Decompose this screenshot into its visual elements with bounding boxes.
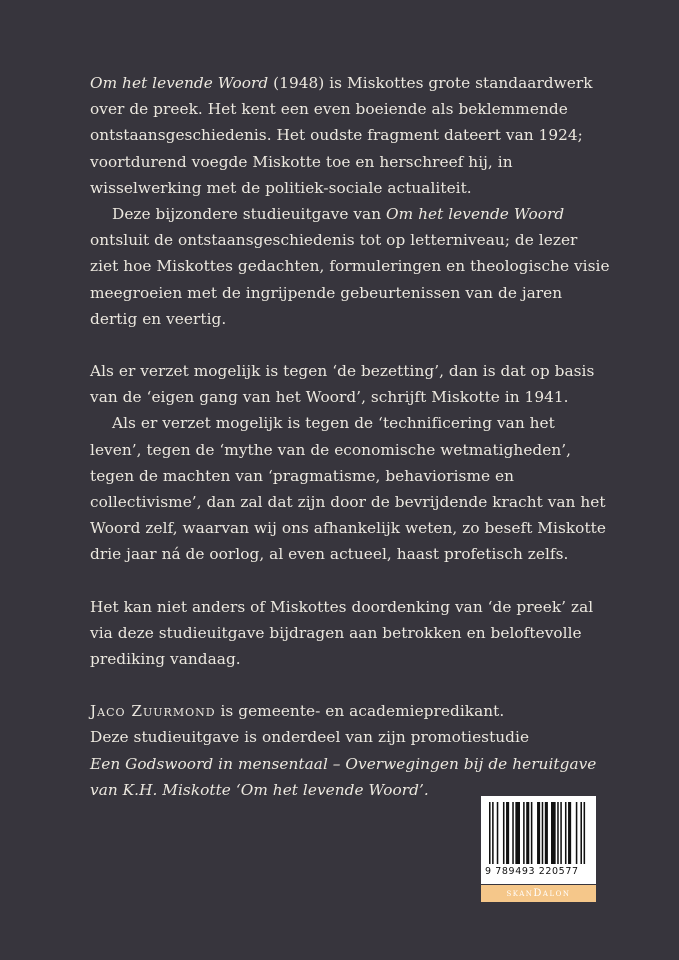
barcode-bar: [576, 802, 578, 864]
barcode-bar: [512, 802, 514, 864]
barcode-bar: [492, 802, 494, 864]
barcode-bar: [523, 802, 525, 864]
barcode-bar: [565, 802, 567, 864]
paragraph-4: Als er verzet mogelijk is tegen de ‘technificering van het leven’, tegen de ‘mythe van de economische wetmatigheden’, tegen de machten van ‘pragmatisme, behaviorisme en collectivisme’, dan zal dat zijn door de bevrijdende kracht van het Woord zelf, waarvan wij ons afhankelijk weten, zo beseft Miskotte drie jaar ná de oorlog, al even actueel, haast profetisch zelfs.: [90, 414, 606, 564]
book-title: Om het levende Woord: [90, 74, 269, 92]
barcode-bar: [568, 802, 571, 864]
barcode-bar: [515, 802, 520, 864]
isbn-number: 9 789493 220577: [485, 866, 579, 877]
barcode-bar: [497, 802, 499, 864]
paragraph-5: Het kan niet anders of Miskottes doordenking van ‘de preek’ zal via deze studieuitgave bijdragen aan betrokken en beloftevolle prediking vandaag.: [90, 597, 594, 669]
barcode-bar: [560, 802, 562, 864]
barcode: [481, 796, 596, 884]
publisher-logo: skanDalon: [481, 885, 596, 902]
barcode-bar: [580, 802, 582, 864]
barcode-bars: [481, 796, 596, 866]
barcode-bar: [551, 802, 556, 864]
paragraph-1: Om het levende Woord (1948) is Miskottes grote standaardwerk over de preek. Het kent een even boeiende als beklemmende ontstaansgeschiedenis. Het oudste fragment dateert van 1924; voortdurend voegde Miskotte toe en herschreef hij, in wisselwerking met de politiek-sociale actualiteit.: [90, 74, 593, 197]
paragraph-2: Deze bijzondere studieuitgave van Om het levende Woord ontsluit de ontstaansgeschiedenis tot op letterniveau; de lezer ziet hoe Miskottes gedachten, formuleringen en theologische visie meegroeien met de ingrijpende gebeurtenissen van de jaren dertig en veertig.: [90, 205, 610, 328]
barcode-bar: [506, 802, 509, 864]
author-name: Jaco Zuurmond: [90, 702, 216, 721]
barcode-bar: [542, 802, 544, 864]
barcode-bar: [537, 802, 540, 864]
barcode-bar: [531, 802, 533, 864]
book-title: Om het levende Woord: [386, 205, 565, 224]
author-bio: Jaco Zuurmond is gemeente- en academiepredikant. Deze studieuitgave is onderdeel van zijn promotiestudie Een Godswoord in mensentaal – Overwegingen bij de heruitgave van K.H. Miskotte ‘Om het levende Woord’.: [90, 702, 597, 799]
barcode-bar: [557, 802, 559, 864]
paragraph-3: Als er verzet mogelijk is tegen ‘de bezetting’, dan is dat op basis van de ‘eigen gang van het Woord’, schrijft Miskotte in 1941.: [90, 362, 595, 407]
barcode-bar: [545, 802, 548, 864]
thesis-title: Een Godswoord in mensentaal – Overwegingen bij de heruitgave van K.H. Miskotte ‘Om het levende Woord’.: [90, 754, 597, 799]
barcode-bar: [584, 802, 586, 864]
barcode-bar: [489, 802, 491, 864]
barcode-bar: [503, 802, 505, 864]
barcode-bar: [526, 802, 529, 864]
back-cover-text: [90, 70, 610, 803]
